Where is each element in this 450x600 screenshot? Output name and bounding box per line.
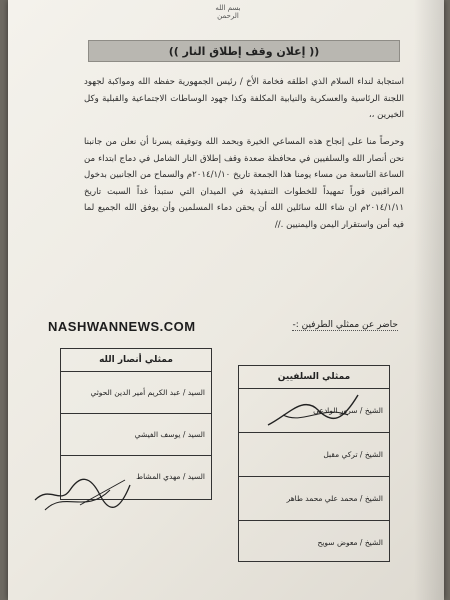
table-row — [61, 414, 211, 456]
paragraph-2: وحرصاً منا على إنجاح هذه المساعي الخيرة وبحمد الله وتوفيقه يسرنا أن نعلن من جانبنا نحن أنصار الله والسلفيين في محافظة صعدة وقف إطلاق النار الشامل في دماج ابتداء من الساعة التاسعة من مساء يومنا هذا الجمعة تاريخ ٢٠١٤/١/١٠م والسماح من الجانبين بدخول المراقبين فوراً تمهيداً للخطوات التنفيذية في الميدان التي ستبدأ غداً السبت تاريخ ٢٠١٤/١/١١م ان شاء الله سائلين الله أن يحقن دماء المسلمين وأن يوفق الله الجميع لما فيه أمن واستقرار اليمن واليمنيين .// — [84, 137, 405, 230]
signatory-name: الشيخ / تركي مقبل — [323, 450, 383, 459]
signatory-name: السيد / مهدي المشاط — [136, 472, 205, 481]
signatory-name: السيد / يوسف الفيشي — [134, 430, 205, 439]
salafis-table-header: ممثلي السلفيين — [239, 366, 389, 389]
signatory-name: الشيخ / محمد علي محمد طاهر — [286, 494, 383, 503]
ansar-allah-table-header: ممثلي أنصار الله — [61, 349, 211, 372]
signatory-name: السيد / عبد الكريم أمير الدين الحوثي — [90, 388, 205, 397]
paragraph-1: استجابة لنداء السلام الذي اطلقه فخامة الأخ / رئيس الجمهورية حفظه الله ومواكبة لجهود اللجنة الرئاسية والعسكرية والنيابية المكلفة وكذا جهود الوساطات الاجتماعية والقبلية وكل الخيرين ،، — [84, 77, 404, 120]
table-row — [61, 372, 211, 414]
salafis-table — [238, 365, 390, 562]
table-row — [239, 433, 389, 477]
table-row — [239, 389, 389, 433]
page-shadow — [414, 0, 444, 600]
ansar-allah-table — [60, 348, 212, 500]
signatory-name: الشيخ / سرور الوادعي — [313, 406, 383, 415]
table-row — [61, 456, 211, 497]
table-row — [239, 477, 389, 521]
document-page — [8, 0, 444, 600]
watermark: NASHWANNEWS.COM — [48, 319, 196, 334]
signatory-name: الشيخ / معوض سويح — [317, 538, 383, 547]
header-mark: بسم الله الرحمن — [215, 4, 241, 20]
signatures-intro: حاضر عن ممثلي الطرفين :- — [292, 320, 398, 330]
document-title: (( إعلان وقف إطلاق النار )) — [88, 40, 400, 62]
table-row — [239, 521, 389, 564]
